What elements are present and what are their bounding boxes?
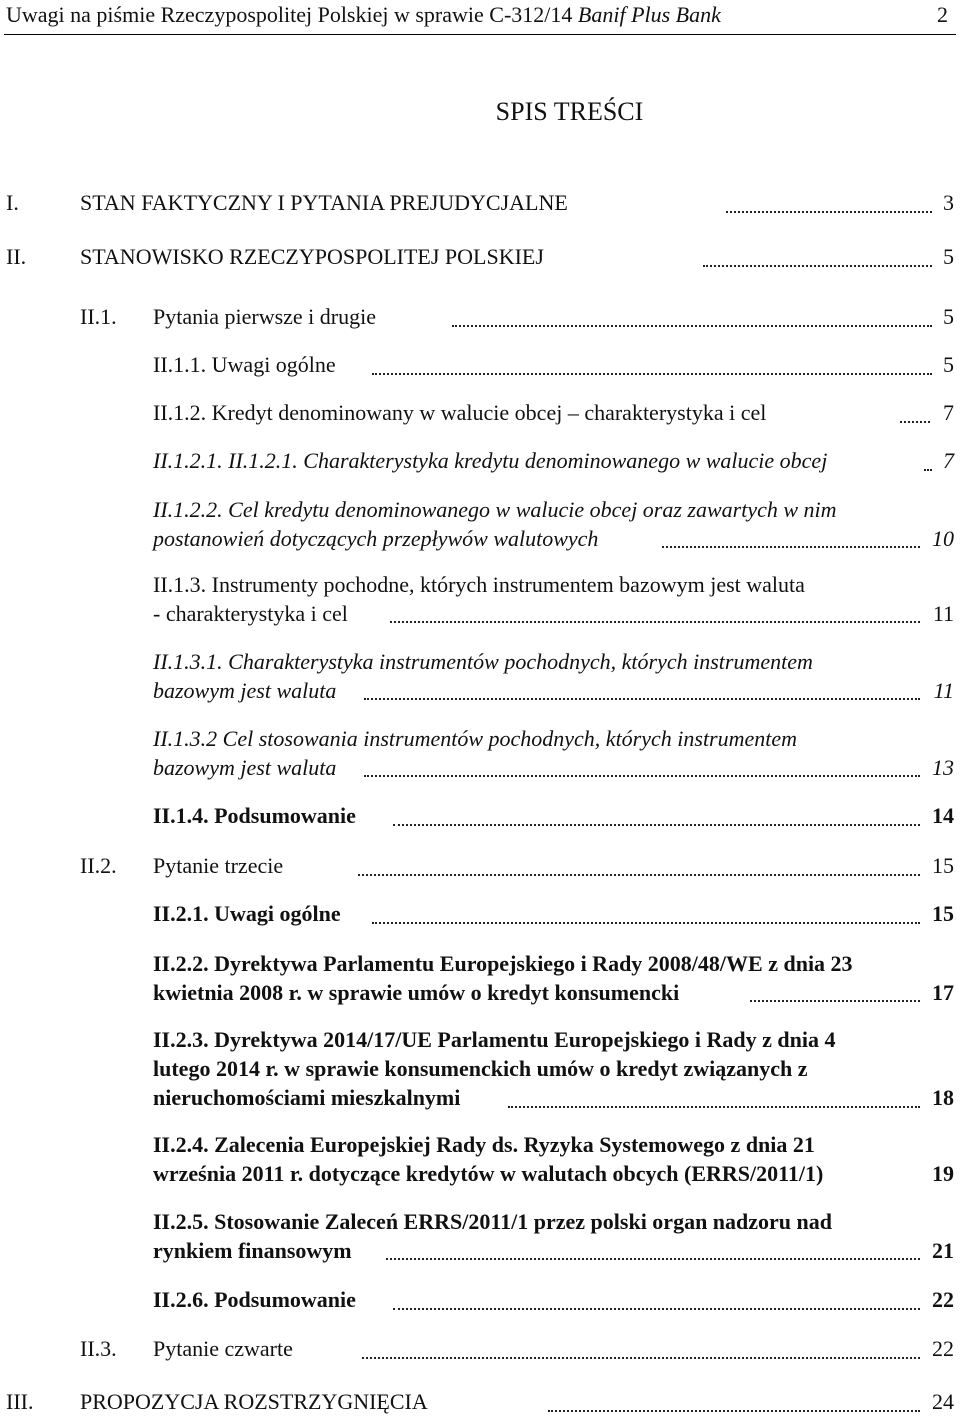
toc-entry[interactable] [0,725,954,783]
toc-entry-number: II.1. [80,304,117,329]
toc-leader [703,265,932,267]
toc-entry-text: Pytanie czwarte [153,1336,293,1361]
toc-entry[interactable] [0,802,954,832]
toc-entry[interactable] [0,351,954,381]
toc-title: SPIS TREŚCI [495,97,644,126]
toc-entry[interactable] [0,571,954,629]
toc-entry-page: 18 [932,1085,954,1110]
toc-entry[interactable] [0,1335,954,1365]
toc-entry-text-line2: - charakterystyka i cel [153,601,348,626]
toc-leader [750,1000,920,1002]
toc-entry-text-line1: II.1.3. Instrumenty pochodne, których instrumentem bazowym jest waluta [153,572,805,597]
toc-entry-text: PROPOZYCJA ROZSTRZYGNIĘCIA [80,1389,428,1414]
toc-leader [452,325,932,327]
toc-entry[interactable] [0,950,954,1008]
toc-entry-page: 22 [932,1287,954,1312]
toc-entry[interactable] [0,1131,954,1189]
toc-entry[interactable] [0,303,954,333]
toc-entry-page: 5 [943,244,954,269]
toc-leader [358,874,920,876]
toc-entry[interactable] [0,496,954,554]
toc-entry-text-line2: lutego 2014 r. w sprawie konsumenckich umów o kredyt związanych z [153,1056,808,1081]
toc-leader [372,922,920,924]
header-page-number: 2 [937,2,948,27]
header-divider [4,34,956,35]
toc-entry-page: 15 [932,901,954,926]
toc-entry-text-line2: września 2011 r. dotyczące kredytów w walutach obcych (ERRS/2011/1) [153,1161,824,1186]
toc-leader [372,373,932,375]
toc-entry-page: 21 [932,1238,954,1263]
toc-leader [390,621,920,623]
toc-entry-page: 5 [943,352,954,377]
toc-entry-page: 24 [932,1389,954,1414]
toc-entry-page: 15 [932,853,954,878]
toc-leader [726,211,932,213]
toc-entry[interactable] [0,1208,954,1266]
toc-leader [393,1308,920,1310]
toc-entry-text: STANOWISKO RZECZYPOSPOLITEJ POLSKIEJ [80,244,544,269]
toc-entry-text-line2: postanowień dotyczących przepływów walutowych [153,526,599,551]
toc-entry-number: II.3. [80,1336,117,1361]
toc-entry[interactable] [0,447,954,477]
toc-entry-text: II.1.2.1. II.1.2.1. Charakterystyka kredytu denominowanego w walucie obcej [153,448,828,473]
page-header [6,2,954,32]
toc-entry-text: STAN FAKTYCZNY I PYTANIA PREJUDYCJALNE [80,190,568,215]
toc-entry-page: 19 [932,1161,954,1186]
toc-entry-text-line1: II.1.3.2 Cel stosowania instrumentów pochodnych, których instrumentem [153,726,798,751]
toc-entry[interactable] [0,648,954,706]
toc-leader [508,1106,920,1108]
toc-entry-page: 17 [932,980,954,1005]
toc-leader [924,469,932,471]
toc-entry[interactable] [0,1286,954,1316]
header-title: Uwagi na piśmie Rzeczypospolitej Polskiej w sprawie C-312/14 [6,2,578,27]
toc-entry-text-line2: kwietnia 2008 r. w sprawie umów o kredyt konsumencki [153,980,680,1005]
toc-entry-page: 3 [943,190,954,215]
toc-leader [364,698,920,700]
toc-entry-text-line1: II.2.3. Dyrektywa 2014/17/UE Parlamentu Europejskiego i Rady z dnia 4 [153,1027,836,1052]
toc-entry-text: II.2.1. Uwagi ogólne [153,901,341,926]
toc-leader [364,775,920,777]
toc-entry-text-line2: bazowym jest waluta [153,678,337,703]
toc-entry-page: 14 [932,803,954,828]
toc-entry-text-line2: bazowym jest waluta [153,755,337,780]
toc-entry-text-line1: II.2.4. Zalecenia Europejskiej Rady ds. Ryzyka Systemowego z dnia 21 [153,1132,815,1157]
toc-leader [393,824,920,826]
toc-entry-text: II.1.2. Kredyt denominowany w walucie obcej – charakterystyka i cel [153,400,767,425]
toc-entry[interactable] [0,852,954,882]
toc-entry-text-line1: II.2.2. Dyrektywa Parlamentu Europejskiego i Rady 2008/48/WE z dnia 23 [153,951,853,976]
toc-leader [662,546,920,548]
toc-entry-page: 13 [932,755,954,780]
toc-entry-text: II.1.1. Uwagi ogólne [153,352,336,377]
toc-leader [900,421,930,423]
toc-entry[interactable] [0,189,954,219]
toc-entry-text-line1: II.1.3.1. Charakterystyka instrumentów pochodnych, których instrumentem [153,649,813,674]
toc-entry-text-line1: II.1.2.2. Cel kredytu denominowanego w walucie obcej oraz zawartych w nim [153,497,837,522]
toc-entry-text: II.2.6. Podsumowanie [153,1287,356,1312]
toc-entry-number: III. [6,1389,34,1414]
toc-entry[interactable] [0,399,954,429]
toc-entry-number: I. [6,190,19,215]
toc-leader [548,1410,920,1412]
header-case-name: Banif Plus Bank [577,2,721,27]
toc-entry-page: 11 [932,601,954,626]
toc-entry-page: 7 [943,400,954,425]
toc-entry-text-line2: rynkiem finansowym [153,1238,352,1263]
toc-entry[interactable] [0,1026,954,1114]
toc-entry-number: II.2. [80,853,117,878]
toc-entry[interactable] [0,243,954,273]
toc-entry-page: 5 [943,304,954,329]
toc-entry-page: 22 [932,1336,954,1361]
toc-entry-text: Pytanie trzecie [153,853,284,878]
toc-entry-text: Pytania pierwsze i drugie [153,304,376,329]
toc-entry[interactable] [0,1388,954,1418]
toc-entry-page: 7 [943,448,954,473]
toc-entry-text: II.1.4. Podsumowanie [153,803,356,828]
toc-entry-page: 11 [933,678,954,703]
toc-entry[interactable] [0,900,954,930]
toc-entry-number: II. [6,244,27,269]
toc-entry-page: 10 [932,526,954,551]
toc-entry-text-line1: II.2.5. Stosowanie Zaleceń ERRS/2011/1 przez polski organ nadzoru nad [153,1209,833,1234]
toc-entry-text-line3: nieruchomościami mieszkalnymi [153,1085,461,1110]
toc-leader [362,1357,920,1359]
toc-leader [386,1258,920,1260]
